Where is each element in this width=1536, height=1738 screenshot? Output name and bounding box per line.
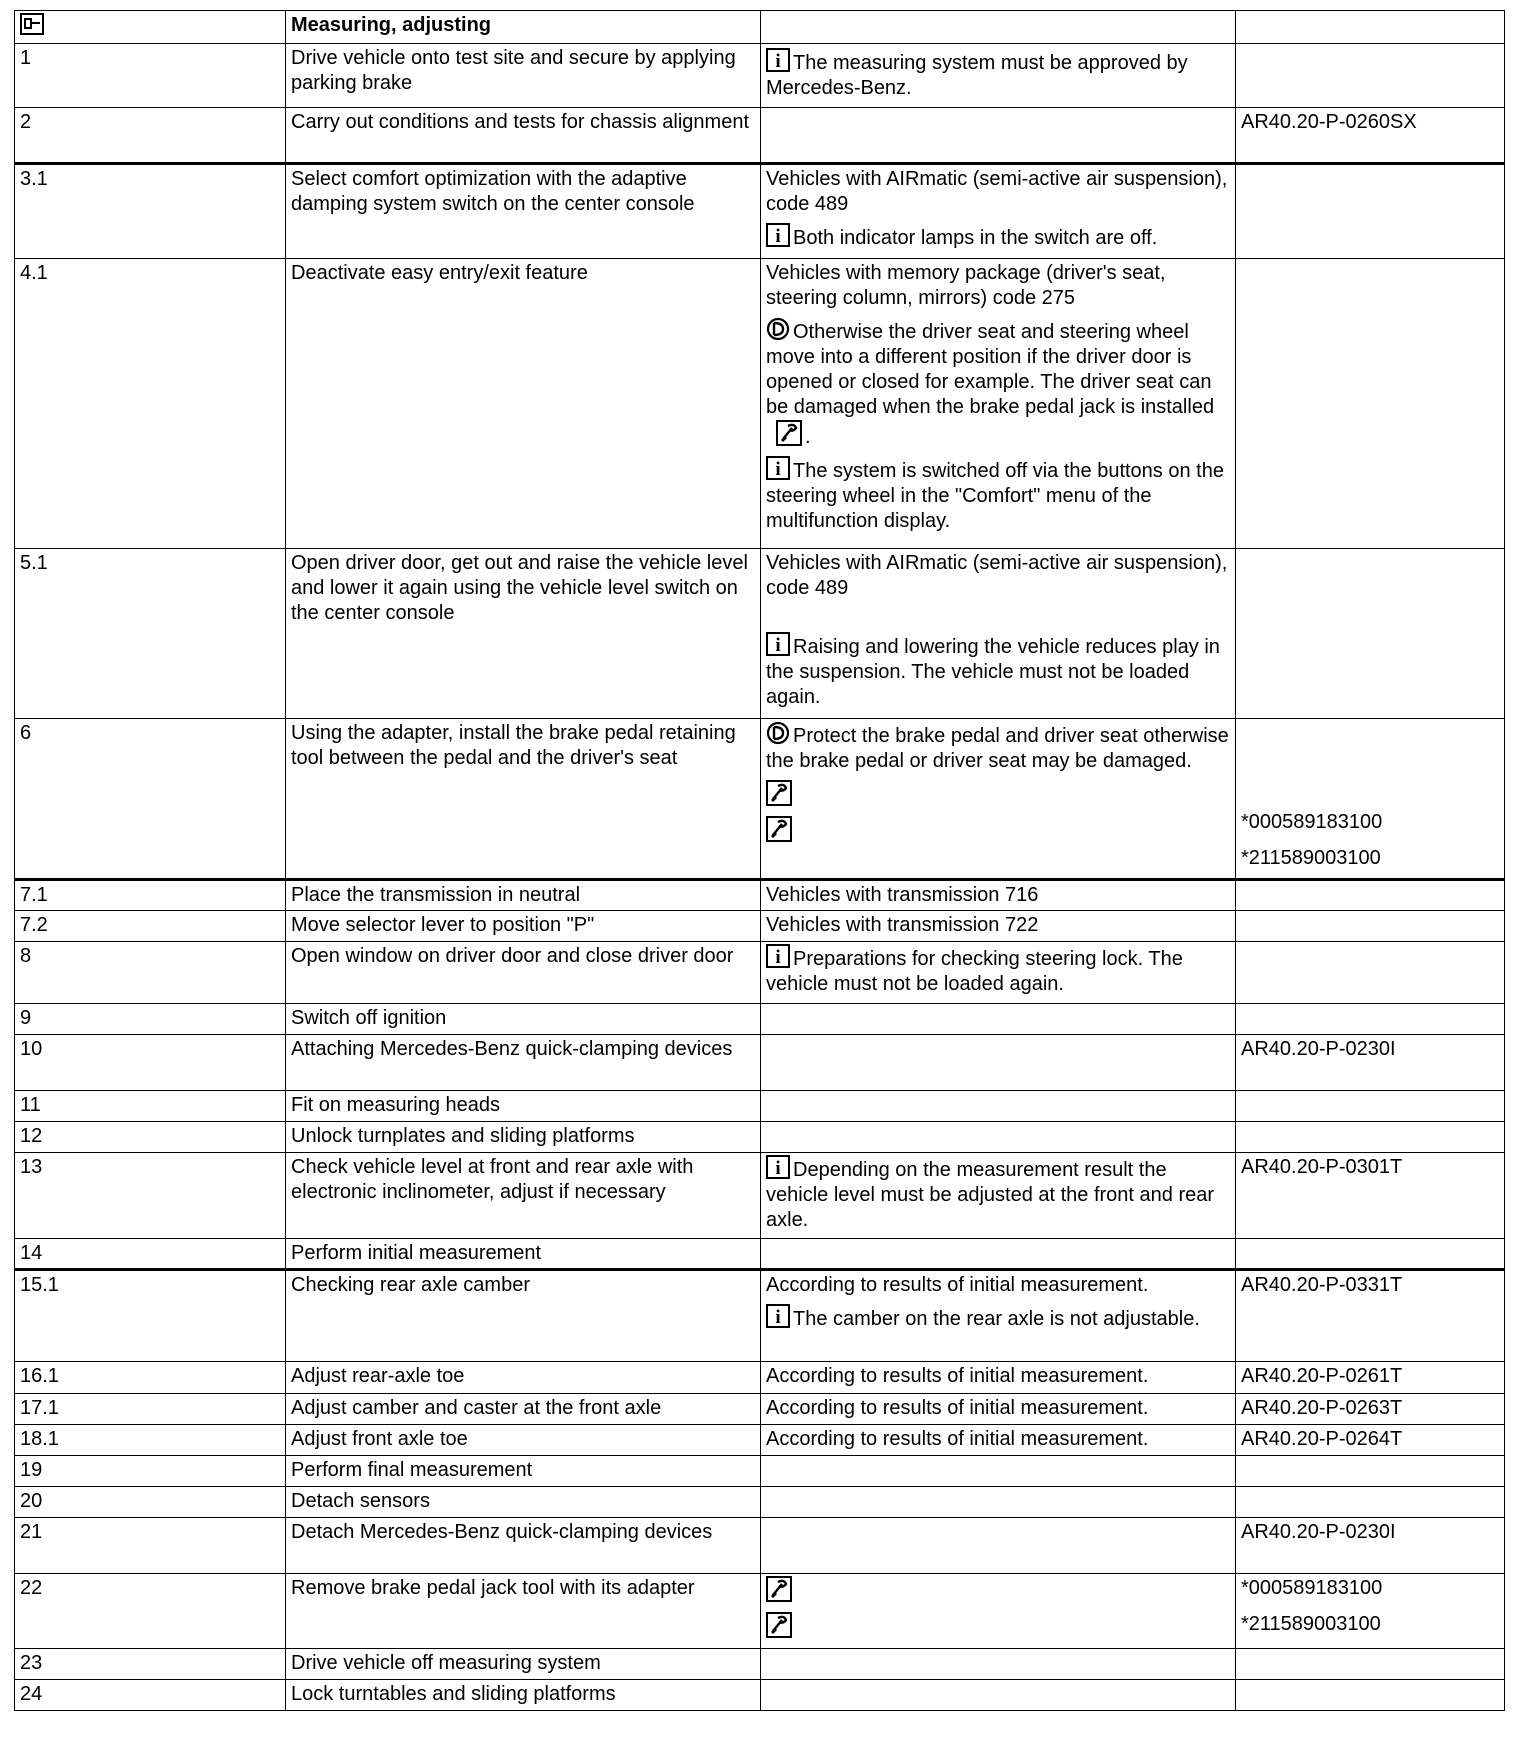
step-number: 23 xyxy=(15,1649,286,1680)
reference-cell xyxy=(1236,1574,1505,1649)
table-row xyxy=(15,1456,1505,1487)
svg-text:i: i xyxy=(775,1158,781,1179)
step-notes xyxy=(761,549,1236,719)
reference-cell xyxy=(1236,719,1505,880)
info-icon xyxy=(766,632,790,656)
step-action: Select comfort optimization with the adaptive damping system switch on the center console xyxy=(286,164,761,259)
table-row xyxy=(15,1574,1505,1649)
reference: AR40.20-P-0301T xyxy=(1236,1153,1505,1239)
reference: AR40.20-P-0264T xyxy=(1236,1425,1505,1456)
step-action: Adjust front axle toe xyxy=(286,1425,761,1456)
table-row xyxy=(15,1270,1505,1362)
step-action: Fit on measuring heads xyxy=(286,1091,761,1122)
table-row xyxy=(15,880,1505,911)
step-action: Drive vehicle onto test site and secure by applying parking brake xyxy=(286,44,761,108)
step-notes xyxy=(761,719,1236,880)
step-notes: According to results of initial measurement. xyxy=(761,1362,1236,1394)
step-number: 19 xyxy=(15,1456,286,1487)
step-number: 16.1 xyxy=(15,1362,286,1394)
step-action: Detach sensors xyxy=(286,1487,761,1518)
step-notes xyxy=(761,44,1236,108)
step-number: 17.1 xyxy=(15,1394,286,1425)
info-icon xyxy=(766,1155,790,1179)
step-number: 3.1 xyxy=(15,164,286,259)
step-action: Open window on driver door and close driver door xyxy=(286,942,761,1004)
table-row xyxy=(15,719,1505,880)
caution-icon xyxy=(766,317,790,341)
reference: AR40.20-P-0331T xyxy=(1236,1270,1505,1362)
step-number: 12 xyxy=(15,1122,286,1153)
step-number: 9 xyxy=(15,1004,286,1035)
table-header-row xyxy=(15,11,1505,44)
step-number: 13 xyxy=(15,1153,286,1239)
step-number: 8 xyxy=(15,942,286,1004)
note-text: According to results of initial measurement. xyxy=(766,1274,1149,1296)
table-row xyxy=(15,1425,1505,1456)
table-row xyxy=(15,1649,1505,1680)
step-number: 21 xyxy=(15,1518,286,1574)
info-icon xyxy=(766,944,790,968)
step-notes: According to results of initial measurement. xyxy=(761,1394,1236,1425)
step-action: Unlock turnplates and sliding platforms xyxy=(286,1122,761,1153)
special-tool-icon xyxy=(766,1612,792,1638)
tool-number: *211589003100 xyxy=(1241,1613,1381,1635)
table-row xyxy=(15,259,1505,549)
table-row xyxy=(15,1680,1505,1711)
caution-icon xyxy=(766,721,790,745)
step-action: Carry out conditions and tests for chassis alignment xyxy=(286,108,761,164)
info-icon xyxy=(766,48,790,72)
note-text: Vehicles with memory package (driver's seat, steering column, mirrors) code 275 xyxy=(766,262,1166,309)
step-action: Attaching Mercedes-Benz quick-clamping devices xyxy=(286,1035,761,1091)
note-text: Otherwise the driver seat and steering wheel move into a different position if the driver door is opened or closed for example. The driver seat can be damaged when the brake pedal jack is installed xyxy=(766,321,1215,418)
step-notes: According to results of initial measurement. xyxy=(761,1425,1236,1456)
table-row xyxy=(15,911,1505,942)
step-number: 2 xyxy=(15,108,286,164)
table-row xyxy=(15,108,1505,164)
reference: AR40.20-P-0260SX xyxy=(1236,108,1505,164)
table-row xyxy=(15,164,1505,259)
step-number: 4.1 xyxy=(15,259,286,549)
step-action: Adjust camber and caster at the front axle xyxy=(286,1394,761,1425)
step-number: 10 xyxy=(15,1035,286,1091)
table-row xyxy=(15,1122,1505,1153)
step-action: Checking rear axle camber xyxy=(286,1270,761,1362)
note-text: Raising and lowering the vehicle reduces play in the suspension. The vehicle must not be loaded again. xyxy=(766,636,1220,708)
step-action: Using the adapter, install the brake pedal retaining tool between the pedal and the driver's seat xyxy=(286,719,761,880)
step-action: Switch off ignition xyxy=(286,1004,761,1035)
step-action: Perform initial measurement xyxy=(286,1239,761,1270)
step-number: 1 xyxy=(15,44,286,108)
special-tool-icon xyxy=(766,816,792,842)
svg-text:i: i xyxy=(775,226,781,247)
table-row xyxy=(15,549,1505,719)
step-action: Check vehicle level at front and rear axle with electronic inclinometer, adjust if necessary xyxy=(286,1153,761,1239)
note-text: Vehicles with AIRmatic (semi-active air suspension), code 489 xyxy=(766,168,1228,215)
step-action: Remove brake pedal jack tool with its adapter xyxy=(286,1574,761,1649)
reference: AR40.20-P-0263T xyxy=(1236,1394,1505,1425)
step-action: Lock turntables and sliding platforms xyxy=(286,1680,761,1711)
table-row xyxy=(15,1362,1505,1394)
info-icon xyxy=(766,223,790,247)
step-action: Deactivate easy entry/exit feature xyxy=(286,259,761,549)
reference: AR40.20-P-0230I xyxy=(1236,1035,1505,1091)
reference: AR40.20-P-0230I xyxy=(1236,1518,1505,1574)
step-number: 7.1 xyxy=(15,880,286,911)
info-icon xyxy=(766,456,790,480)
svg-text:i: i xyxy=(775,51,781,72)
procedure-table xyxy=(14,10,1505,1711)
step-number: 11 xyxy=(15,1091,286,1122)
step-number: 7.2 xyxy=(15,911,286,942)
step-number: 22 xyxy=(15,1574,286,1649)
step-number: 24 xyxy=(15,1680,286,1711)
reference: AR40.20-P-0261T xyxy=(1236,1362,1505,1394)
note-text: The camber on the rear axle is not adjustable. xyxy=(793,1308,1200,1330)
step-number: 20 xyxy=(15,1487,286,1518)
step-notes xyxy=(761,942,1236,1004)
table-row xyxy=(15,1487,1505,1518)
tool-number: *211589003100 xyxy=(1241,847,1381,869)
step-number: 6 xyxy=(15,719,286,880)
tool-number: *000589183100 xyxy=(1241,811,1383,833)
note-text: Preparations for checking steering lock. The vehicle must not be loaded again. xyxy=(766,948,1183,995)
step-notes xyxy=(761,1270,1236,1362)
step-notes xyxy=(761,1153,1236,1239)
svg-text:i: i xyxy=(775,947,781,968)
step-notes xyxy=(761,164,1236,259)
table-row xyxy=(15,942,1505,1004)
table-row xyxy=(15,1091,1505,1122)
special-tool-icon xyxy=(766,1576,792,1602)
step-notes: Vehicles with memory package (driver's seat, steering column, mirrors) code 275 Otherwise the driver seat and steering wheel move into a different position if the driver door is opened or closed for example. The driver seat can be damaged when the brake pedal jack is installed . i The system is switched off via the buttons on the steering wheel in the "Comfort" menu of the multifunction display. xyxy=(761,259,1236,549)
tool-wrench-icon xyxy=(20,13,44,35)
step-action: Adjust rear-axle toe xyxy=(286,1362,761,1394)
note-text: The measuring system must be approved by Mercedes-Benz. xyxy=(766,52,1188,99)
svg-text:i: i xyxy=(775,459,781,480)
step-notes xyxy=(761,1574,1236,1649)
info-icon xyxy=(766,1304,790,1328)
table-row xyxy=(15,1004,1505,1035)
note-text: Protect the brake pedal and driver seat otherwise the brake pedal or driver seat may be damaged. xyxy=(766,725,1229,772)
step-number: 5.1 xyxy=(15,549,286,719)
table-row xyxy=(15,1035,1505,1091)
table-row xyxy=(15,1394,1505,1425)
header-title: Measuring, adjusting xyxy=(286,11,761,44)
step-action: Open driver door, get out and raise the vehicle level and lower it again using the vehicle level switch on the center console xyxy=(286,549,761,719)
tool-number: *000589183100 xyxy=(1241,1577,1383,1599)
step-notes: Vehicles with transmission 716 xyxy=(761,880,1236,911)
special-tool-icon xyxy=(776,420,802,446)
table-row xyxy=(15,1518,1505,1574)
note-text: The system is switched off via the buttons on the steering wheel in the "Comfort" menu of the multifunction display. xyxy=(766,460,1224,532)
step-action: Place the transmission in neutral xyxy=(286,880,761,911)
table-row xyxy=(15,44,1505,108)
step-action: Perform final measurement xyxy=(286,1456,761,1487)
step-notes: Vehicles with transmission 722 xyxy=(761,911,1236,942)
special-tool-icon xyxy=(766,780,792,806)
step-number: 15.1 xyxy=(15,1270,286,1362)
step-action: Move selector lever to position "P" xyxy=(286,911,761,942)
note-text: Both indicator lamps in the switch are off. xyxy=(793,227,1158,249)
note-text: Vehicles with AIRmatic (semi-active air suspension), code 489 xyxy=(766,552,1228,599)
table-row xyxy=(15,1153,1505,1239)
step-action: Detach Mercedes-Benz quick-clamping devices xyxy=(286,1518,761,1574)
table-row xyxy=(15,1239,1505,1270)
step-number: 14 xyxy=(15,1239,286,1270)
step-action: Drive vehicle off measuring system xyxy=(286,1649,761,1680)
svg-text:i: i xyxy=(775,1307,781,1328)
header-icon-cell xyxy=(15,11,286,44)
note-text: Depending on the measurement result the vehicle level must be adjusted at the front and rear axle. xyxy=(766,1159,1215,1231)
svg-text:i: i xyxy=(775,635,781,656)
step-number: 18.1 xyxy=(15,1425,286,1456)
